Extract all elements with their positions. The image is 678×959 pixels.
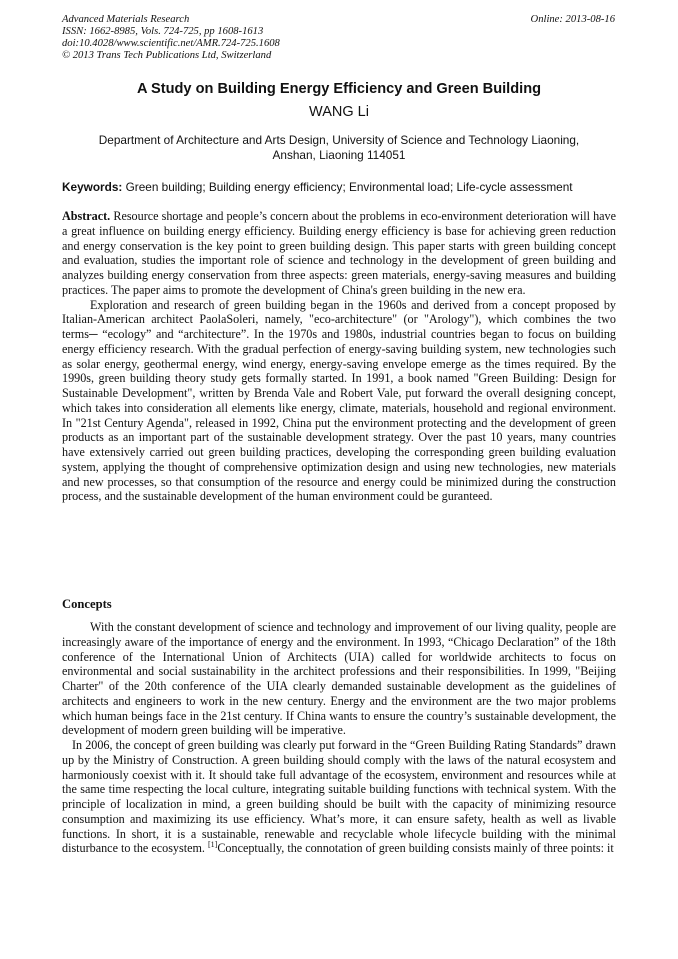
journal-header [62, 14, 280, 62]
abstract-paragraph [62, 209, 616, 298]
copyright-line: © 2013 Trans Tech Publications Ltd, Switzerland [62, 50, 272, 61]
concepts-paragraph-1: With the constant development of science and technology and improvement of our living quality, people are increasingly aware of the importance of energy and the environment. In 1993, “Chicago Declaration” of the 18th conference of the International Union of Architects (UIA) called for worldwide architects to focus on environmental and social sustainability in the architect professions and their responsibilities. In 1999, "Beijing Charter" of the 20th conference of the UIA clearly demanded sustainable development as the guidelines of architects and engineers to work in the new century. Energy and the environment are the two major problems which human beings face in the 21st century. If China wants to ensure the country’s sustainable development, the development of modern green building will be imperative. [62, 620, 616, 738]
keywords-label: Keywords: [62, 180, 123, 194]
abstract-label: Abstract. [62, 209, 111, 223]
issn-line: ISSN: 1662-8985, Vols. 724-725, pp 1608-1613 [62, 26, 264, 37]
keywords [62, 180, 616, 195]
affiliation [62, 133, 616, 163]
online-date: Online: 2013-08-16 [530, 14, 615, 25]
affiliation-line-1: Department of Architecture and Arts Design, University of Science and Technology Liaoning, [98, 133, 580, 147]
paper-title: A Study on Building Energy Efficiency and Green Building [136, 81, 542, 97]
journal-name: Advanced Materials Research [62, 14, 190, 25]
abstract-text: Resource shortage and people’s concern about the problems in eco-environment deterioration will have a great influence on building energy efficiency. Building energy efficiency is base for achieving green reduction and energy conservation is the key point to green building design. This paper starts with green building concept and evaluation, studies the important role of science and technology in the development of green building and analyzes building energy conservation from three aspects: green materials, energy-saving measures and building practices. The paper aims to promote the development of China's green building in the new era. [62, 209, 616, 297]
citation-ref[interactable]: [1] [208, 840, 218, 850]
abstract-section [62, 209, 616, 504]
keywords-text: Green building; Building energy efficiency; Environmental load; Life-cycle assessment [125, 180, 573, 194]
concepts-paragraph-2-tail: Conceptually, the connotation of green building consists mainly of three points: it [217, 841, 614, 856]
doi-line: doi:10.4028/www.scientific.net/AMR.724-725.1608 [62, 38, 280, 49]
concepts-paragraph-2-text: In 2006, the concept of green building was clearly put forward in the “Green Building Rating Standards” drawn up by the Ministry of Construction. A green building should comply with the laws of the natural ecosystem and harmoniously coexist with it. It should take full advantage of the ecosystem, environment and resources while at the same time respecting the local culture, integrating suitable building functions with technical system. With the principle of localization in mind, a green building should be built with the capacity of minimizing resource consumption and maximizing its use efficiency. What’s more, it can ensure safety, health as well as livable functions. In short, it is a sustainable, renewable and recyclable whole lifecycle building with the minimal disturbance to the ecosystem. [62, 738, 616, 856]
history-paragraph: Exploration and research of green building began in the 1960s and derived from a concept proposed by Italian-American architect PaolaSoleri, namely, "eco-architecture" (or "Arology"), which combines the two terms─ “ecology” and “architecture”. In the 1970s and 1980s, industrial countries began to focus on building energy efficiency research. With the gradual perfection of energy-saving building system, new technologies such as solar energy, geothermal energy, wind energy, energy-saving envelope emerge as the times required. By the 1990s, green building theory study gets formally started. In 1991, a book named "Green Building: Design for Sustainable Development", written by Brenda Vale and Robert Vale, put forward the overall designing concept, which takes into consideration all elements like energy, climate, materials, household and regional environment. In "21st Century Agenda", released in 1992, China put the environment protecting and the development of green products as an important part of the sustainable development strategy. Over the past 10 years, many countries have extensively carried out green building practices, developing the corresponding green building evaluation system, applying the thought of comprehensive optimization design and using new technologies, new materials and new processes, so that consumption of the resource and energy could be minimized during the construction process, and the sustainable development of the human environment could be guranteed. [62, 297, 616, 504]
affiliation-line-2: Anshan, Liaoning 114051 [272, 148, 406, 162]
concepts-heading: Concepts [62, 597, 112, 611]
author-name: WANG Li [309, 104, 369, 120]
concepts-paragraph-2 [62, 738, 616, 856]
concepts-section [62, 620, 616, 856]
